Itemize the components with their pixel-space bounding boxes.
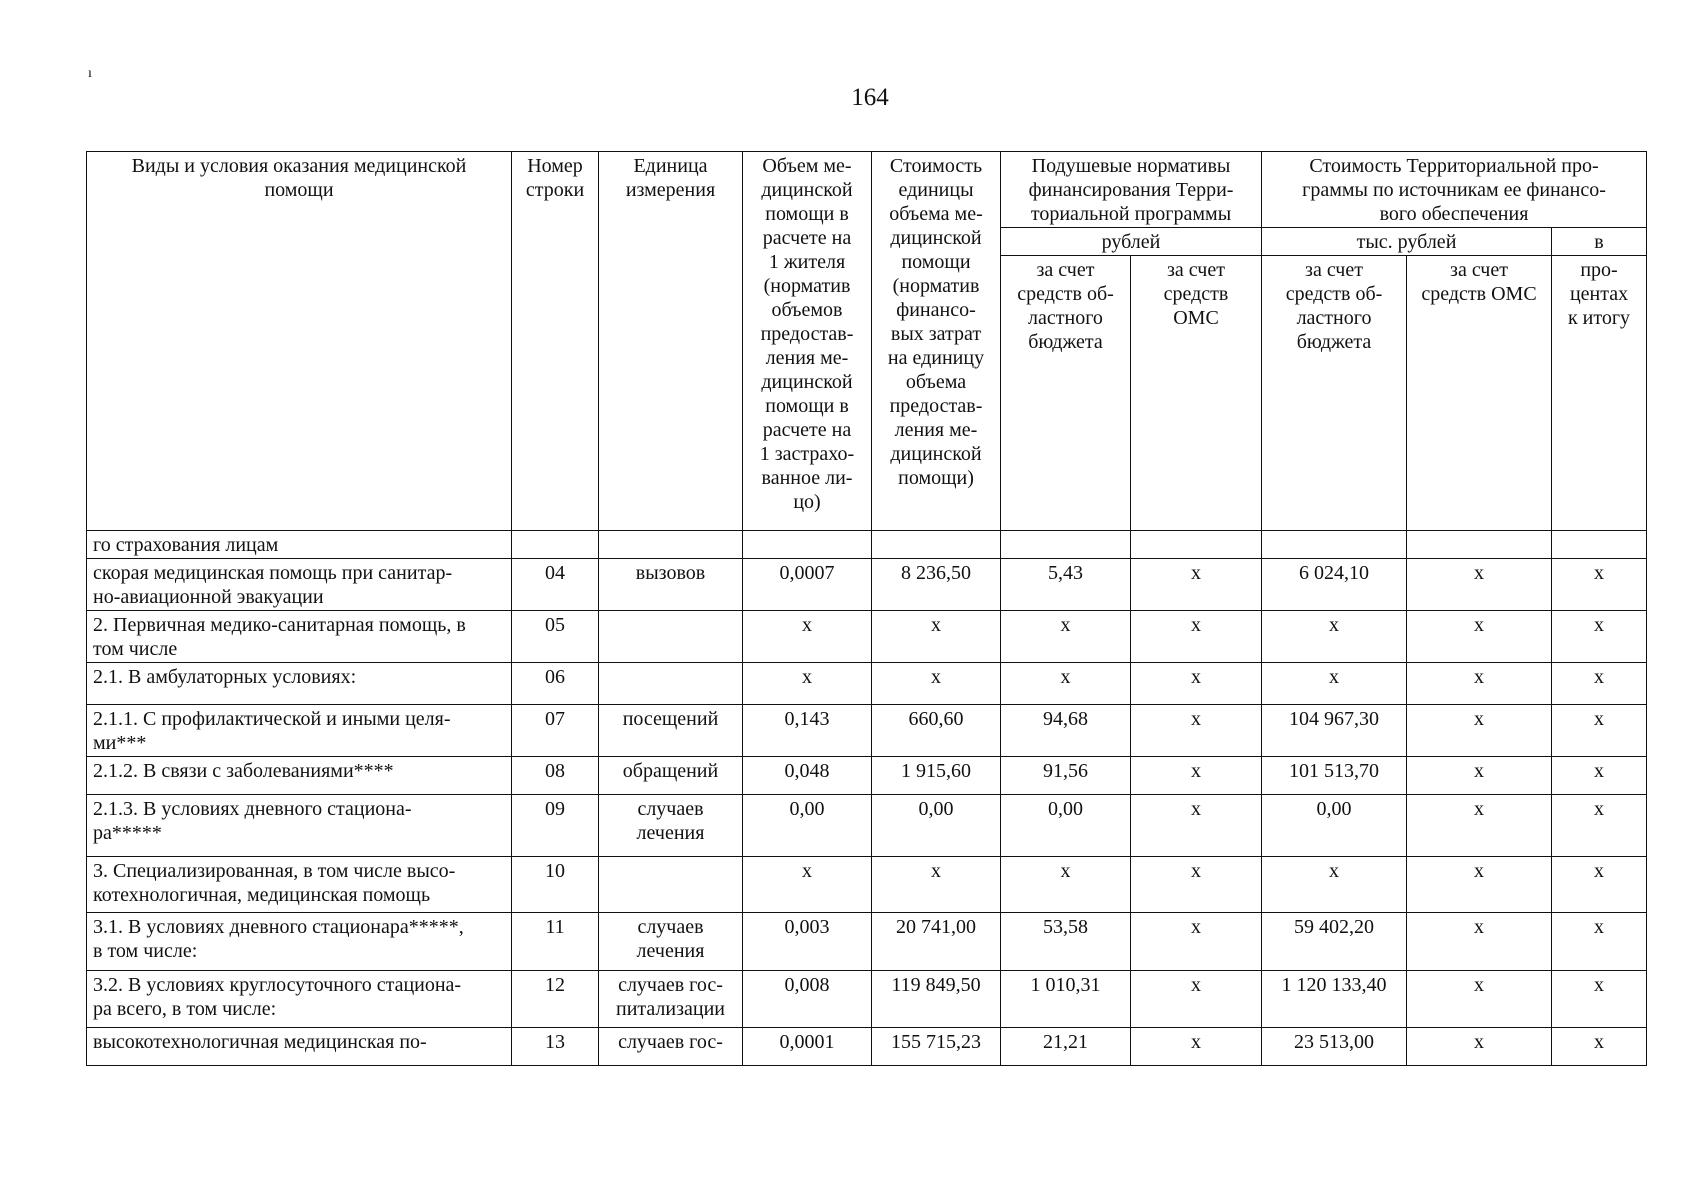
page-number: 164: [851, 84, 889, 111]
table-row: [87, 531, 1647, 559]
row-percap-budget: x: [1001, 611, 1131, 663]
row-unit: [599, 531, 743, 559]
row-unit: [599, 857, 743, 913]
row-name: 2. Первичная медико-санитарная помощь, в том числе: [87, 611, 512, 663]
row-percap-budget: 53,58: [1001, 913, 1131, 971]
row-percap-budget: 5,43: [1001, 559, 1131, 611]
row-volume: 0,003: [743, 913, 872, 971]
row-number: 13: [512, 1028, 599, 1066]
row-number: 08: [512, 757, 599, 795]
row-volume: x: [743, 611, 872, 663]
row-total-oms: x: [1407, 611, 1552, 663]
table-row: [87, 913, 1647, 971]
row-total-budget: [1262, 531, 1407, 559]
scan-mark: ı: [88, 66, 92, 81]
row-unit-cost: x: [872, 663, 1001, 705]
row-percap-budget: 94,68: [1001, 705, 1131, 757]
row-name: 3.1. В условиях дневного стационара*****, в том числе:: [87, 913, 512, 971]
row-name: 3.2. В условиях круглосуточного стациона- ра всего, в том числе:: [87, 971, 512, 1028]
row-unit-cost: 8 236,50: [872, 559, 1001, 611]
row-percap-budget: x: [1001, 663, 1131, 705]
row-percent: x: [1552, 663, 1647, 705]
header-unit: Единица измерения: [599, 152, 743, 531]
row-volume: x: [743, 663, 872, 705]
row-percap-oms: x: [1131, 913, 1262, 971]
row-name: 2.1. В амбулаторных условиях:: [87, 663, 512, 705]
row-percent: x: [1552, 757, 1647, 795]
row-percent: x: [1552, 611, 1647, 663]
row-percent: [1552, 531, 1647, 559]
row-unit-cost: 660,60: [872, 705, 1001, 757]
row-number: 09: [512, 795, 599, 857]
row-total-budget: 6 024,10: [1262, 559, 1407, 611]
row-name: 3. Специализированная, в том числе высо- котехнологичная, медицинская помощь: [87, 857, 512, 913]
row-number: 06: [512, 663, 599, 705]
row-total-oms: x: [1407, 757, 1552, 795]
row-unit: обращений: [599, 757, 743, 795]
row-name: го страхования лицам: [87, 531, 512, 559]
row-total-budget: 101 513,70: [1262, 757, 1407, 795]
row-percap-budget: 21,21: [1001, 1028, 1131, 1066]
header-volume: Объем ме- дицинской помощи в расчете на 1 жителя (норматив объемов предостав- ления ме- дицинской помощи в расчете на 1 застрахо- ванное ли- цо): [743, 152, 872, 531]
row-unit: случаев гос- питализации: [599, 971, 743, 1028]
header-percap-oms: за счет средств ОМС: [1131, 256, 1262, 531]
header-per-capita-group: Подушевые нормативы финансирования Терри- ториальной программы: [1001, 152, 1262, 228]
row-percent: x: [1552, 705, 1647, 757]
row-percap-oms: x: [1131, 611, 1262, 663]
table-row: [87, 663, 1647, 705]
row-total-oms: x: [1407, 913, 1552, 971]
row-unit: [599, 663, 743, 705]
header-unit-rubles: рублей: [1001, 228, 1262, 256]
row-unit: случаев лечения: [599, 913, 743, 971]
financing-table: [86, 151, 1647, 1066]
row-total-oms: x: [1407, 663, 1552, 705]
row-total-budget: 23 513,00: [1262, 1028, 1407, 1066]
row-total-budget: 104 967,30: [1262, 705, 1407, 757]
row-percap-budget: 0,00: [1001, 795, 1131, 857]
row-number: 04: [512, 559, 599, 611]
row-number: [512, 531, 599, 559]
table-row: [87, 795, 1647, 857]
row-unit-cost: 119 849,50: [872, 971, 1001, 1028]
row-name: 2.1.2. В связи с заболеваниями****: [87, 757, 512, 795]
row-percap-oms: x: [1131, 757, 1262, 795]
row-unit-cost: x: [872, 611, 1001, 663]
row-unit-cost: 0,00: [872, 795, 1001, 857]
row-number: 10: [512, 857, 599, 913]
row-number: 07: [512, 705, 599, 757]
row-unit: [599, 611, 743, 663]
row-percap-oms: x: [1131, 663, 1262, 705]
row-total-budget: 1 120 133,40: [1262, 971, 1407, 1028]
row-total-budget: 0,00: [1262, 795, 1407, 857]
row-number: 12: [512, 971, 599, 1028]
row-total-oms: x: [1407, 705, 1552, 757]
header-total-budget: за счет средств об- ластного бюджета: [1262, 256, 1407, 531]
row-percap-budget: [1001, 531, 1131, 559]
row-volume: 0,00: [743, 795, 872, 857]
row-percent: x: [1552, 559, 1647, 611]
header-total-oms: за счет средств ОМС: [1407, 256, 1552, 531]
row-percap-oms: x: [1131, 705, 1262, 757]
row-total-budget: x: [1262, 663, 1407, 705]
table-row: [87, 705, 1647, 757]
row-volume: 0,0007: [743, 559, 872, 611]
row-volume: 0,143: [743, 705, 872, 757]
row-number: 11: [512, 913, 599, 971]
header-percap-budget: за счет средств об- ластного бюджета: [1001, 256, 1131, 531]
row-percap-budget: 1 010,31: [1001, 971, 1131, 1028]
row-percent: x: [1552, 857, 1647, 913]
row-unit: посещений: [599, 705, 743, 757]
row-percap-oms: [1131, 531, 1262, 559]
row-unit: случаев гос-: [599, 1028, 743, 1066]
row-name: 2.1.3. В условиях дневного стациона- ра*****: [87, 795, 512, 857]
row-total-oms: x: [1407, 1028, 1552, 1066]
row-total-oms: x: [1407, 857, 1552, 913]
row-percent: x: [1552, 795, 1647, 857]
table-row: [87, 611, 1647, 663]
row-percap-oms: x: [1131, 559, 1262, 611]
row-percap-oms: x: [1131, 1028, 1262, 1066]
row-total-budget: 59 402,20: [1262, 913, 1407, 971]
row-percap-budget: x: [1001, 857, 1131, 913]
row-volume: 0,0001: [743, 1028, 872, 1066]
row-percent: x: [1552, 1028, 1647, 1066]
header-row-number: Номер строки: [512, 152, 599, 531]
row-percap-budget: 91,56: [1001, 757, 1131, 795]
row-name: высокотехнологичная медицинская по-: [87, 1028, 512, 1066]
table-row: [87, 1028, 1647, 1066]
row-volume: [743, 531, 872, 559]
table-header: [87, 152, 1647, 531]
row-total-oms: x: [1407, 795, 1552, 857]
row-volume: 0,008: [743, 971, 872, 1028]
header-unit-cost: Стоимость единицы объема ме- дицинской помощи (норматив финансо- вых затрат на единицу объема предостав- ления ме- дицинской помощи): [872, 152, 1001, 531]
row-percap-oms: x: [1131, 857, 1262, 913]
row-number: 05: [512, 611, 599, 663]
row-percent: x: [1552, 971, 1647, 1028]
row-total-oms: [1407, 531, 1552, 559]
row-total-oms: x: [1407, 559, 1552, 611]
header-unit-percent: в: [1552, 228, 1647, 256]
row-volume: x: [743, 857, 872, 913]
header-percent-total: про- центах к итогу: [1552, 256, 1647, 531]
row-unit-cost: 155 715,23: [872, 1028, 1001, 1066]
row-unit-cost: x: [872, 857, 1001, 913]
row-total-budget: x: [1262, 857, 1407, 913]
row-percap-oms: x: [1131, 971, 1262, 1028]
table-row: [87, 559, 1647, 611]
row-name: скорая медицинская помощь при санитар- но-авиационной эвакуации: [87, 559, 512, 611]
row-percap-oms: x: [1131, 795, 1262, 857]
row-total-oms: x: [1407, 971, 1552, 1028]
table-row: [87, 971, 1647, 1028]
row-unit-cost: [872, 531, 1001, 559]
header-unit-thousand-rubles: тыс. рублей: [1262, 228, 1552, 256]
header-kinds: Виды и условия оказания медицинской помощи: [87, 152, 512, 531]
row-unit: вызовов: [599, 559, 743, 611]
row-volume: 0,048: [743, 757, 872, 795]
row-unit: случаев лечения: [599, 795, 743, 857]
table-body: [87, 531, 1647, 1066]
header-total-cost-group: Стоимость Территориальной про- граммы по источникам ее финансо- вого обеспечения: [1262, 152, 1647, 228]
row-unit-cost: 20 741,00: [872, 913, 1001, 971]
row-unit-cost: 1 915,60: [872, 757, 1001, 795]
row-total-budget: x: [1262, 611, 1407, 663]
row-percent: x: [1552, 913, 1647, 971]
row-name: 2.1.1. С профилактической и иными целя- ми***: [87, 705, 512, 757]
table-row: [87, 757, 1647, 795]
table-row: [87, 857, 1647, 913]
